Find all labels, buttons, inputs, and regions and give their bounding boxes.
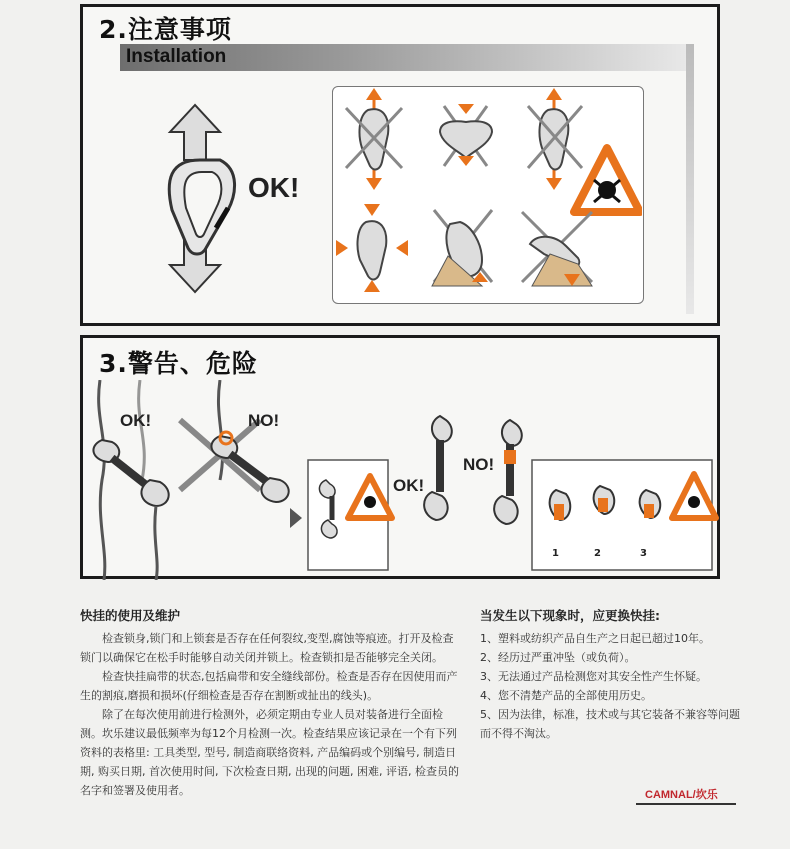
sling-ok-icon <box>424 416 452 520</box>
open-gate-load-icon <box>528 88 582 190</box>
maintenance-paragraph-2: 检查快挂扁带的状态,包括扁带和安全缝线部份。检查是否存在因使用而产生的割痕,磨损和损坏(仔细检查是否存在割断或扯出的线头)。 <box>80 670 458 702</box>
maintenance-paragraph-3: 除了在每次使用前进行检测外，必须定期由专业人员对装备进行全面检测。坎乐建议最低频率为每12个月检测一次。检查结果应该记录在一个有下列资料的表格里: 工具类型, 型号, 制造商联络资料, 产品编码或个别编号, 制造日期, 购买日期, 首次使用时间, 下次检查日期, 出现的问题, 困难, 评语, 检查员的名字和签署及使用者。 <box>80 708 459 797</box>
section-2-title: 2.注意事项 <box>99 15 232 44</box>
warning-ok-label-1: OK! <box>120 411 152 430</box>
replacement-heading: 当发生以下现象时，应更换快挂: <box>480 608 660 623</box>
danger-warning-icon <box>574 148 640 212</box>
installation-label: Installation <box>126 46 227 67</box>
installation-side-bar <box>686 44 694 314</box>
cross-gate-load-icon <box>346 88 402 190</box>
warning-no-label-2: NO! <box>463 455 495 474</box>
replacement-item-2: 2、经历过严重冲坠（或负荷）。 <box>480 651 636 664</box>
arrow-up-icon <box>170 105 220 160</box>
installation-bar <box>120 44 687 71</box>
replacement-section <box>480 606 742 743</box>
maintenance-section <box>80 606 462 800</box>
installation-main-illustration <box>150 100 330 300</box>
tri-load-icon <box>440 104 492 166</box>
compress-load-icon <box>336 204 408 292</box>
maintenance-heading: 快挂的使用及维护 <box>80 608 181 623</box>
step-number-1: 1 <box>552 548 559 559</box>
replacement-item-1: 1、塑料或纺织产品自生产之日起已超过10年。 <box>480 632 710 645</box>
installation-ok-label: OK! <box>248 172 300 203</box>
maintenance-paragraph-1: 检查锁身,锁门和上锁套是否存在任何裂纹,变型,腐蚀等痕迹。打开及检查锁门以确保它在松手时能够自动关闭并锁上。检查锁扣是否能够完全关闭。 <box>80 632 454 664</box>
warning-no-label-1: NO! <box>248 411 280 430</box>
brand-logo: CAMNAL/坎乐 <box>645 789 718 801</box>
step-number-3: 3 <box>640 548 647 559</box>
sling-no-icon <box>494 420 522 524</box>
quickdraw-no-icon <box>180 420 289 502</box>
replacement-item-4: 4、您不清楚产品的全部使用历史。 <box>480 689 652 702</box>
rock-edge-load-icon <box>522 212 592 286</box>
brand-underline <box>636 803 736 805</box>
incorrect-loading-illustrations <box>332 86 642 302</box>
replacement-item-3: 3、无法通过产品检测您对其安全性产生怀疑。 <box>480 670 707 683</box>
replacement-item-5: 5、因为法律，标准，技术或与其它装备不兼容等问题而不得不淘汰。 <box>480 708 740 740</box>
warning-ok-label-2: OK! <box>393 476 425 495</box>
step-number-2: 2 <box>594 548 601 559</box>
edge-load-icon <box>432 210 492 286</box>
section-3-title: 3.警告、危险 <box>99 349 258 378</box>
